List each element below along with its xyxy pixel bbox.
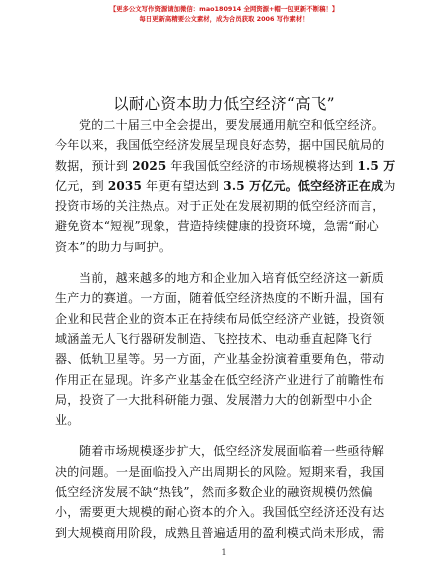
paragraph-line: 低空经济发展不缺“热钱”，然而多数企业的融资规模仍然偏 <box>55 485 373 500</box>
paragraph-1 <box>55 115 396 257</box>
bold-number: 1.5 万 <box>357 158 396 173</box>
paragraph-line: 投资市场的关注热点。对于正处在发展初期的低空经济而言， <box>55 199 385 214</box>
text-run: 年更有望达到 <box>142 178 224 193</box>
paragraph-line: 器、低轨卫星等。另一方面，产业基金扮演着重要角色，带动 <box>55 352 385 367</box>
promo-banner-line-2: 每日更新高精要公文素材，成为合员获取 2006 写作素材！ <box>139 15 309 23</box>
bold-number: 3.5 万亿元。 <box>223 178 298 193</box>
bold-number: 2025 <box>132 158 167 173</box>
paragraph-line: 域涵盖无人飞行器研发制造、飞控技术、电动垂直起降飞行 <box>55 331 373 346</box>
paragraph-line: 资本”的助力与呵护。 <box>55 239 172 254</box>
paragraph-spacer <box>55 430 393 441</box>
paragraph-line: 小，需要更大规模的耐心资本的介入。我国低空经济还没有达 <box>55 505 385 520</box>
paragraph-line: 今年以来，我国低空经济发展呈现良好态势，据中国民航局的 <box>55 138 385 153</box>
paragraph-line <box>55 156 396 176</box>
text-run: 年我国低空经济的市场规模将达到 <box>166 158 358 173</box>
paragraph-line: 决的问题。一是面临投入产出周期长的风险。短期来看，我国 <box>55 464 385 479</box>
paragraph-line: 党的二十届三中全会提出，要发展通用航空和低空经济。 <box>79 118 385 132</box>
text-run: 数据，预计到 <box>55 158 133 173</box>
paragraph-line: 避免资本“短视”现象，营造持续健康的投资环境，急需“耐心 <box>55 219 380 234</box>
paragraph-line: 局，投资了一大批科研能力强、发展潜力大的创新型中小企 <box>55 392 373 407</box>
paragraph-spacer <box>55 257 393 268</box>
paragraph-line: 当前，越来越多的地方和企业加入培育低空经济这一新质 <box>79 271 385 286</box>
paragraph-2 <box>55 268 393 430</box>
bold-number: 2035 <box>107 178 143 193</box>
bold-text: 低空经济正在成 <box>297 178 384 193</box>
paragraph-line: 到大规模商用阶段，成熟且普遍适用的盈利模式尚未形成，需 <box>55 525 385 540</box>
document-body <box>55 115 396 543</box>
paragraph-3 <box>55 441 393 542</box>
paragraph-line: 企业和民营企业的资本正在持续布局低空经济产业链，投资领 <box>55 311 385 326</box>
text-run: ，到 <box>79 178 108 193</box>
text-run: 亿元 <box>55 178 80 193</box>
document-title: 以耐心资本助力低空经济“高飞” <box>113 95 335 113</box>
page-number: 1 <box>221 548 227 557</box>
paragraph-line: 随着市场规模逐步扩大，低空经济发展面临着一些亟待解 <box>79 444 385 459</box>
paragraph-line: 作用正在显现。许多产业基金在低空经济产业进行了前瞻性布 <box>55 372 385 387</box>
paragraph-line <box>55 176 396 196</box>
paragraph-line: 生产力的赛道。一方面，随着低空经济热度的不断升温，国有 <box>55 291 385 306</box>
text-run: 为 <box>383 178 396 193</box>
promo-banner-line-1: 【更多公文写作资源请加微信：mao180914 全网资源+帽一包更新不断稿！】 <box>109 5 339 13</box>
paragraph-line: 业。 <box>55 413 80 428</box>
